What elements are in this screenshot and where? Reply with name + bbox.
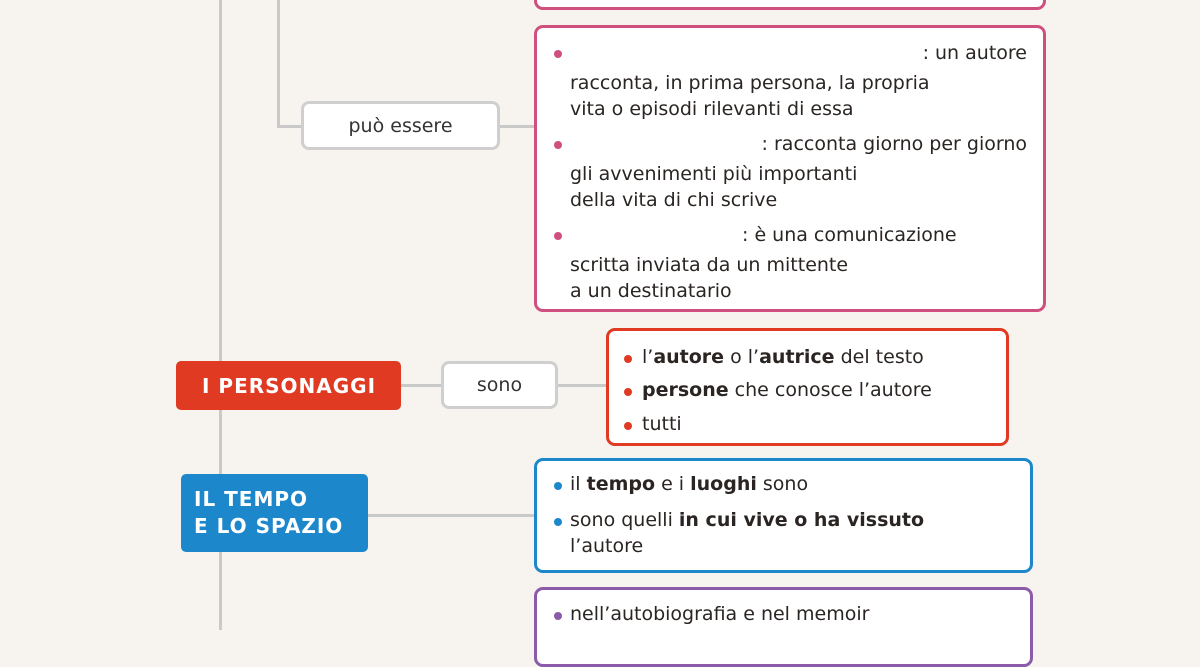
types-box xyxy=(534,25,1046,312)
type-item-1-line-1: racconta, in prima persona, la propria xyxy=(570,72,930,94)
bullet-dot xyxy=(554,141,562,149)
bullet-dot xyxy=(554,232,562,240)
bullet-dot xyxy=(624,388,632,396)
tempo-item-2: sono quelli in cui vive o ha vissuto xyxy=(570,509,925,531)
connector-sono xyxy=(441,361,558,409)
personaggi-item-3: tutti xyxy=(642,413,682,435)
tempo-item-1: il tempo e i luoghi sono xyxy=(570,473,809,495)
bullet-dot xyxy=(554,518,562,526)
tempo-spazio-title-line-2: E LO SPAZIO xyxy=(194,514,344,538)
personaggi-item-2: persone che conosce l’autore xyxy=(642,379,932,401)
tempo-spazio-category xyxy=(181,474,368,552)
personaggi-box xyxy=(606,328,1009,446)
bullet-dot xyxy=(624,355,632,363)
tempo-connector-line xyxy=(366,514,536,517)
type-item-1-line-2: vita o episodi rilevanti di essa xyxy=(570,98,854,120)
personaggi-title: I PERSONAGGI xyxy=(202,373,377,398)
tempo-spazio-title-line-1: IL TEMPO xyxy=(194,487,309,511)
bullet-dot xyxy=(554,612,562,620)
personaggi-item-1: l’autore o l’autrice del testo xyxy=(642,346,924,368)
connector-puo-essere xyxy=(301,101,500,150)
top-cutoff-box xyxy=(534,0,1046,10)
tempo-item-2-line-2: l’autore xyxy=(570,535,644,557)
type-item-2-line-1: gli avvenimenti più importanti xyxy=(570,163,858,185)
personaggi-category xyxy=(176,361,401,410)
bullet-dot xyxy=(554,482,562,490)
bottom-item-1: nell’autobiografia e nel memoir xyxy=(570,603,870,625)
bullet-dot xyxy=(554,50,562,58)
type-item-3-line-1: scritta inviata da un mittente xyxy=(570,254,849,276)
type-item-3-line-2: a un destinatario xyxy=(570,280,732,302)
tempo-spazio-box xyxy=(534,458,1033,573)
connector-label: può essere xyxy=(348,114,453,137)
type-item-2-line-2: della vita di chi scrive xyxy=(570,189,778,211)
top-connector-to-box xyxy=(498,125,536,128)
type-item-3-head: : è una comunicazione xyxy=(742,224,957,246)
type-item-2-head: : racconta giorno per giorno xyxy=(761,133,1027,155)
top-branch-horizontal xyxy=(277,125,303,128)
type-item-1-head: : un autore xyxy=(922,42,1027,64)
connector-label: sono xyxy=(476,374,523,396)
bullet-dot xyxy=(624,422,632,430)
top-branch-vertical xyxy=(277,0,280,128)
bottom-box xyxy=(534,587,1033,667)
